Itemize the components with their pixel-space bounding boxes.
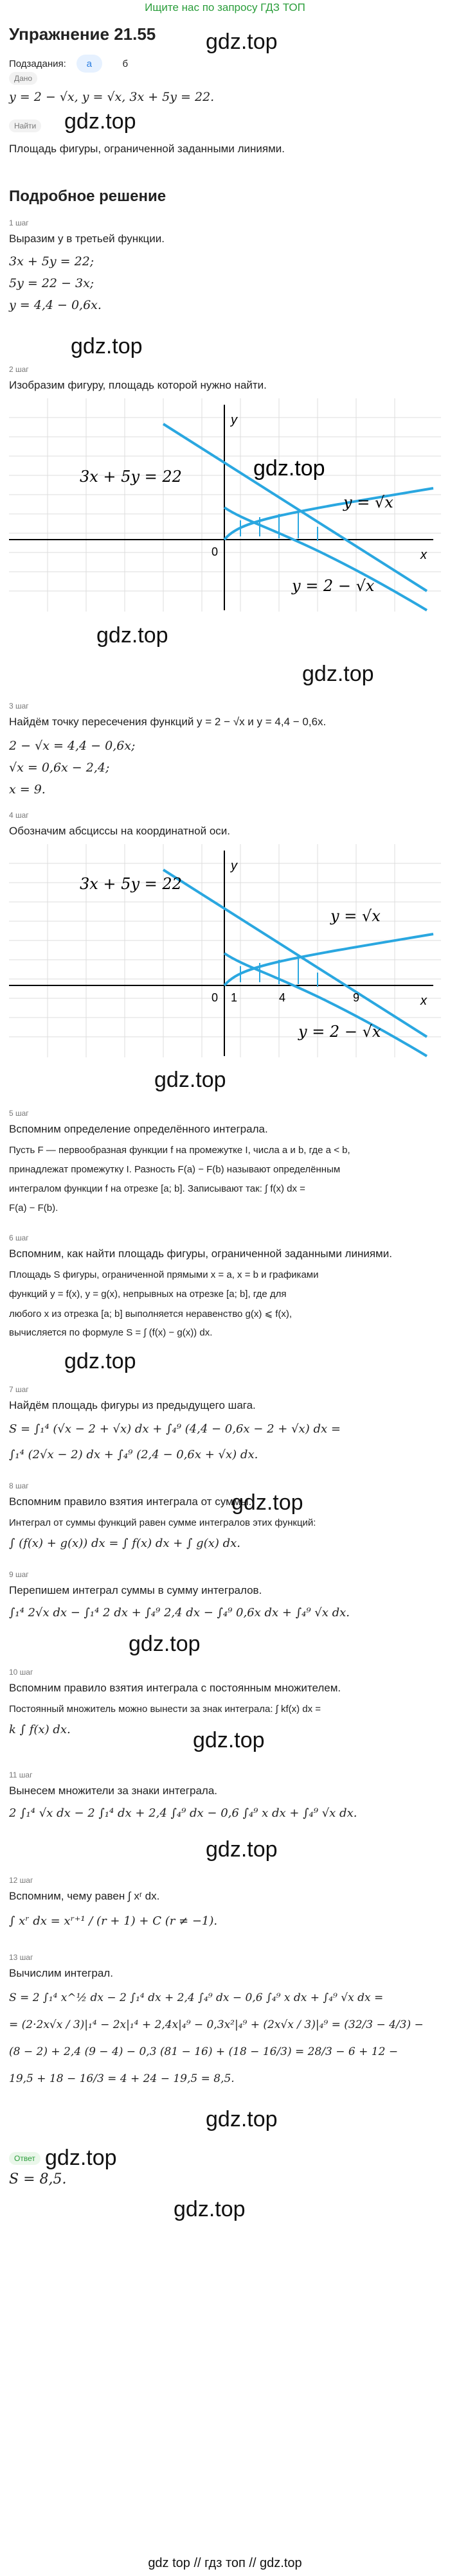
step-text: Вспомним, чему равен ∫ xʳ dx. — [9, 1890, 160, 1902]
math-line: k ∫ f(x) dx. — [9, 1723, 71, 1736]
step-text: Изобразим фигуру, площадь которой нужно найти. — [9, 379, 267, 391]
graph-2 — [9, 844, 441, 1057]
subtask-b-button[interactable]: б — [122, 58, 129, 69]
math-line: ∫₁⁴ (2√x − 2) dx + ∫₄⁹ (2,4 − 0,6x + √x) dx. — [9, 1448, 258, 1461]
step-label: 2 шаг — [9, 365, 29, 374]
definition-line: интегралом функции f на отрезке [a; b]. Записывают так: ∫ f(x) dx = — [9, 1183, 305, 1194]
graph-y-label: y — [231, 413, 237, 427]
rule-line: Интеграл от суммы функций равен сумме интегралов этих функций: — [9, 1517, 316, 1528]
formula-line: вычисляется по формуле S = ∫ (f(x) − g(x)) dx. — [9, 1327, 213, 1338]
math-line: 2 ∫₁⁴ √x dx − 2 ∫₁⁴ dx + 2,4 ∫₄⁹ dx − 0,6 ∫₄⁹ x dx + ∫₄⁹ √x dx. — [9, 1806, 357, 1820]
watermark: gdz.top — [154, 1068, 226, 1092]
math-line: ∫ (f(x) + g(x)) dx = ∫ f(x) dx + ∫ g(x) dx. — [9, 1537, 240, 1550]
step-text: Вынесем множители за знаки интеграла. — [9, 1785, 218, 1797]
graph-label-line: 3x + 5y = 22 — [80, 875, 182, 893]
watermark: gdz.top — [96, 623, 168, 648]
given-label: Дано — [9, 72, 37, 85]
math-line: S = 2 ∫₁⁴ x^½ dx − 2 ∫₁⁴ dx + 2,4 ∫₄⁹ dx − 0,6 ∫₄⁹ x dx + ∫₄⁹ √x dx = — [9, 1991, 384, 2004]
curve-neg — [224, 507, 427, 610]
math-line: S = ∫₁⁴ (√x − 2 + √x) dx + ∫₄⁹ (4,4 − 0,6x − 2 + √x) dx = — [9, 1422, 341, 1436]
graph-label-sqrt: y = √x — [343, 493, 393, 511]
watermark: gdz.top — [193, 1728, 265, 1752]
page-title: Упражнение 21.55 — [9, 24, 156, 44]
step-label: 1 шаг — [9, 218, 29, 227]
subtasks-bar — [9, 55, 441, 73]
tick-label: 9 — [353, 991, 360, 1004]
solution-title: Подробное решение — [9, 188, 166, 205]
watermark: gdz.top — [302, 662, 374, 686]
step-label: 13 шаг — [9, 1953, 33, 1962]
watermark: gdz.top — [174, 2197, 246, 2221]
watermark: gdz.top — [129, 1632, 201, 1656]
formula-line: любого x из отрезка [a; b] выполняется неравенство g(x) ⩽ f(x), — [9, 1309, 292, 1319]
graph-label-sqrt: y = √x — [330, 907, 381, 925]
tick-label: 4 — [279, 991, 286, 1004]
step-label: 9 шаг — [9, 1570, 29, 1579]
step-label: 8 шаг — [9, 1481, 29, 1490]
math-line: x = 9. — [9, 782, 46, 797]
watermark: gdz.top — [64, 1349, 136, 1373]
tick-label: 1 — [231, 991, 238, 1004]
graph-x-label: x — [420, 994, 427, 1008]
math-line: ∫ xʳ dx = xʳ⁺¹ / (r + 1) + C (r ≠ −1). — [9, 1914, 218, 1928]
formula-line: функций y = f(x), y = g(x), непрывных на отрезке [a; b], где для — [9, 1289, 287, 1300]
hatching — [240, 958, 318, 987]
step-text: Найдём площадь фигуры из предыдущего шага. — [9, 1399, 256, 1411]
step-label: 12 шаг — [9, 1876, 33, 1885]
math-line: 3x + 5y = 22; — [9, 254, 94, 269]
given-text: y = 2 − √x, y = √x, 3x + 5y = 22. — [9, 90, 215, 104]
watermark: gdz.top — [45, 2146, 117, 2170]
subtask-a-button[interactable]: а — [76, 55, 102, 73]
watermark: gdz.top — [206, 30, 278, 54]
math-line: 5y = 22 − 3x; — [9, 276, 94, 290]
step-text: Вспомним правило взятия интеграла от суммы. — [9, 1495, 252, 1508]
graph-zero-label: 0 — [212, 991, 219, 1004]
step-text: Вспомним правило взятия интеграла с постоянным множителем. — [9, 1682, 341, 1694]
math-line: √x = 0,6x − 2,4; — [9, 761, 110, 775]
rule-line: Постоянный множитель можно вынести за знак интеграла: ∫ kf(x) dx = — [9, 1704, 321, 1715]
step-text: Обозначим абсциссы на координатной оси. — [9, 825, 231, 837]
math-line: 2 − √x = 4,4 − 0,6x; — [9, 739, 136, 753]
top-link[interactable]: Ищите нас по запросу ГДЗ ТОП — [145, 1, 305, 13]
graph-label-neg: y = 2 − √x — [298, 1023, 381, 1041]
curve-line — [163, 870, 427, 1037]
graph-1 — [9, 398, 441, 612]
answer-text: S = 8,5. — [9, 2171, 67, 2187]
step-text: Вычислим интеграл. — [9, 1967, 113, 1979]
subtasks-label: Подзадания: — [9, 58, 66, 69]
graph-label-neg: y = 2 − √x — [292, 577, 375, 595]
watermark: gdz.top — [64, 109, 136, 134]
definition-line: F(a) − F(b). — [9, 1203, 59, 1213]
watermark: gdz.top — [206, 2107, 278, 2131]
footer-text: gdz top // гдз топ // gdz.top — [148, 2556, 302, 2570]
formula-line: Площадь S фигуры, ограниченной прямыми x = a, x = b и графиками — [9, 1269, 319, 1280]
watermark: gdz.top — [253, 456, 325, 481]
step-label: 5 шаг — [9, 1109, 29, 1118]
graph-zero-label: 0 — [212, 545, 219, 558]
math-line: (8 − 2) + 2,4 (9 − 4) − 0,3 (81 − 16) + (18 − 16/3) = 28/3 − 6 + 12 − — [9, 2045, 399, 2058]
graph-x-label: x — [420, 548, 427, 562]
step-text: Вспомним определение определённого интеграла. — [9, 1123, 268, 1135]
find-text: Площадь фигуры, ограниченной заданными линиями. — [9, 143, 285, 155]
step-label: 4 шаг — [9, 811, 29, 820]
answer-label: Ответ — [9, 2152, 40, 2165]
math-line: ∫₁⁴ 2√x dx − ∫₁⁴ 2 dx + ∫₄⁹ 2,4 dx − ∫₄⁹ 0,6x dx + ∫₄⁹ √x dx. — [9, 1606, 350, 1619]
find-label: Найти — [9, 119, 41, 132]
step-text: Выразим y в третьей функции. — [9, 233, 165, 245]
watermark: gdz.top — [206, 1837, 278, 1862]
step-text: Вспомним, как найти площадь фигуры, ограниченной заданными линиями. — [9, 1248, 392, 1260]
step-label: 7 шаг — [9, 1385, 29, 1394]
math-line: = (2·2x√x / 3)|₁⁴ − 2x|₁⁴ + 2,4x|₄⁹ − 0,3x²|₄⁹ + (2x√x / 3)|₄⁹ = (32/3 − 4/3) − — [9, 2018, 424, 2031]
curve-neg — [224, 953, 427, 1056]
step-label: 10 шаг — [9, 1668, 33, 1677]
graph-y-label: y — [231, 859, 237, 873]
watermark: gdz.top — [231, 1490, 303, 1515]
watermark: gdz.top — [71, 334, 143, 358]
step-label: 6 шаг — [9, 1233, 29, 1242]
step-text: Найдём точку пересечения функций y = 2 − √x и y = 4,4 − 0,6x. — [9, 716, 327, 728]
step-label: 11 шаг — [9, 1770, 33, 1779]
graph-label-line: 3x + 5y = 22 — [80, 468, 182, 486]
step-label: 3 шаг — [9, 701, 29, 710]
math-line: 19,5 + 18 − 16/3 = 4 + 24 − 19,5 = 8,5. — [9, 2072, 235, 2085]
math-line: y = 4,4 − 0,6x. — [9, 298, 102, 312]
step-text: Перепишем интеграл суммы в сумму интегралов. — [9, 1584, 262, 1596]
hatching — [240, 513, 318, 541]
definition-line: Пусть F — первообразная функции f на промежутке I, числа a и b, где a < b, — [9, 1145, 350, 1156]
definition-line: принадлежат промежутку I. Разность F(a) − F(b) называют определённым — [9, 1164, 341, 1175]
